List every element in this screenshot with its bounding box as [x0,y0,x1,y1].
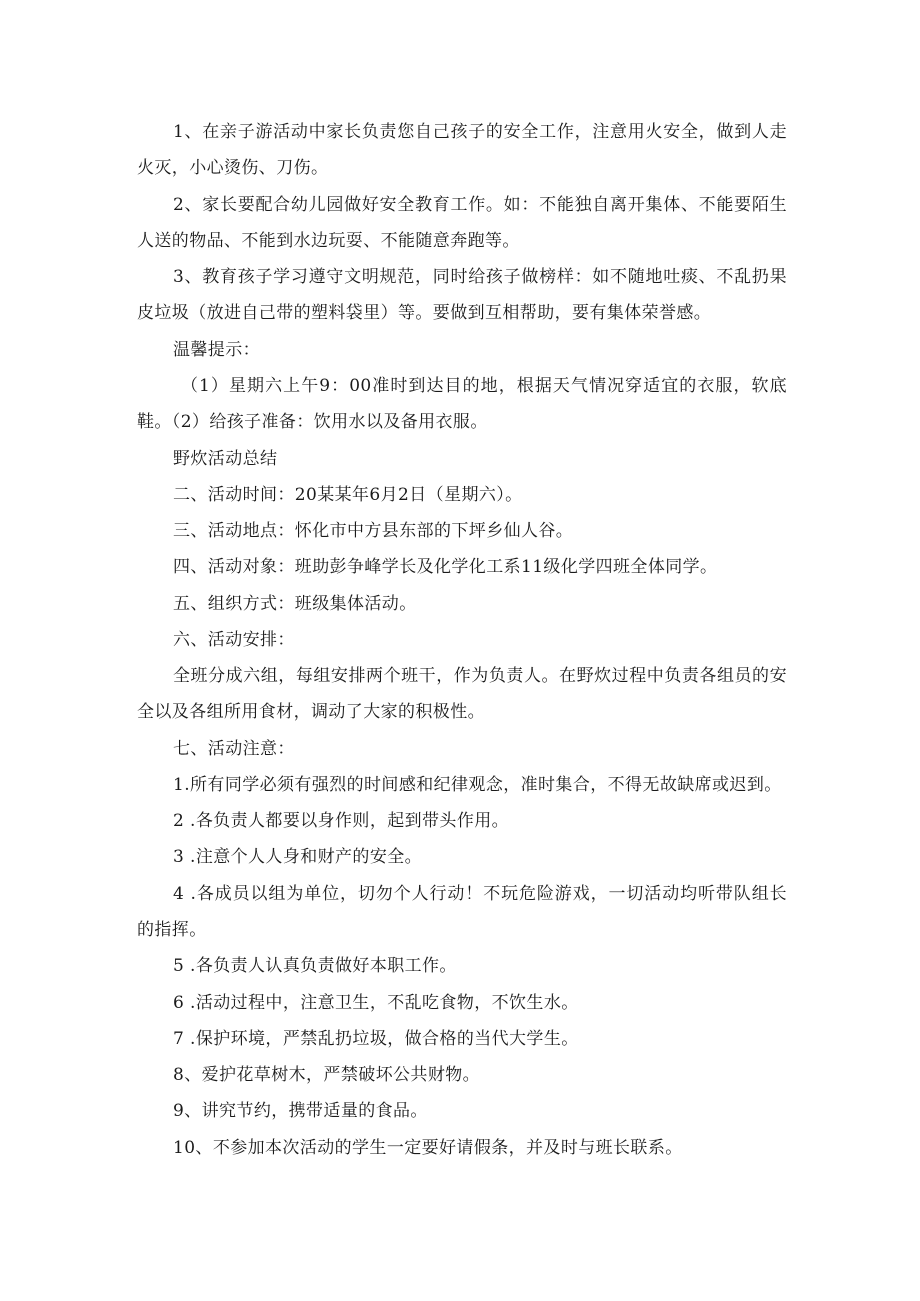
paragraph-note-5: 5 .各负责人认真负责做好本职工作。 [173,956,457,976]
paragraph-safety-fire: 1、在亲子游活动中家长负责您自己孩子的安全工作，注意用火安全，做到人走火灭，小心烫伤、刀伤。 [137,122,787,178]
paragraph-civility: 3、教育孩子学习遵守文明规范，同时给孩子做榜样：如不随地吐痰、不乱扔果皮垃圾（放进自己带的塑料袋里）等。要做到互相帮助，要有集体荣誉感。 [137,267,787,323]
paragraph-note-1: 1.所有同学必须有强烈的时间感和纪律观念，准时集合，不得无故缺席或迟到。 [173,775,782,795]
paragraph-tips-content: （1）星期六上午9：00准时到达目的地，根据天气情况穿适宜的衣服，软底鞋。（2）给孩子准备：饮用水以及备用衣服。 [137,376,787,432]
paragraph-organization: 五、组织方式：班级集体活动。 [173,594,417,614]
paragraph-note-6: 6 .活动过程中，注意卫生，不乱吃食物，不饮生水。 [173,993,579,1013]
paragraph-arrangement-content: 全班分成六组，每组安排两个班干，作为负责人。在野炊过程中负责各组员的安全以及各组所用食材，调动了大家的积极性。 [137,666,787,722]
paragraph-activity-participants: 四、活动对象：班助彭争峰学长及化学化工系11级化学四班全体同学。 [173,557,718,577]
paragraph-activity-time: 二、活动时间：20某某年6月2日（星期六）。 [173,485,523,505]
paragraph-arrangement-heading: 六、活动安排： [173,630,295,650]
paragraph-safety-education: 2、家长要配合幼儿园做好安全教育工作。如：不能独自离开集体、不能要陌生人送的物品、不能到水边玩耍、不能随意奔跑等。 [137,195,787,251]
paragraph-tips-heading: 温馨提示： [173,340,260,360]
paragraph-note-9: 9、讲究节约，携带适量的食品。 [173,1101,428,1121]
paragraph-activity-location: 三、活动地点：怀化市中方县东部的下坪乡仙人谷。 [173,521,574,541]
paragraph-note-10: 10、不参加本次活动的学生一定要好请假条，并及时与班长联系。 [173,1138,683,1158]
paragraph-note-7: 7 .保护环境，严禁乱扔垃圾，做合格的当代大学生。 [173,1029,579,1049]
paragraph-note-4: 4 .各成员以组为单位，切勿个人行动！不玩危险游戏，一切活动均听带队组长的指挥。 [137,884,787,940]
paragraph-note-2: 2 .各负责人都要以身作则，起到带头作用。 [173,811,510,831]
paragraph-note-3: 3 .注意个人人身和财产的安全。 [173,847,423,867]
paragraph-notes-heading: 七、活动注意： [173,739,295,759]
section-title: 野炊活动总结 [173,449,278,469]
paragraph-note-8: 8、爱护花草树木，严禁破坏公共财物。 [173,1065,481,1085]
